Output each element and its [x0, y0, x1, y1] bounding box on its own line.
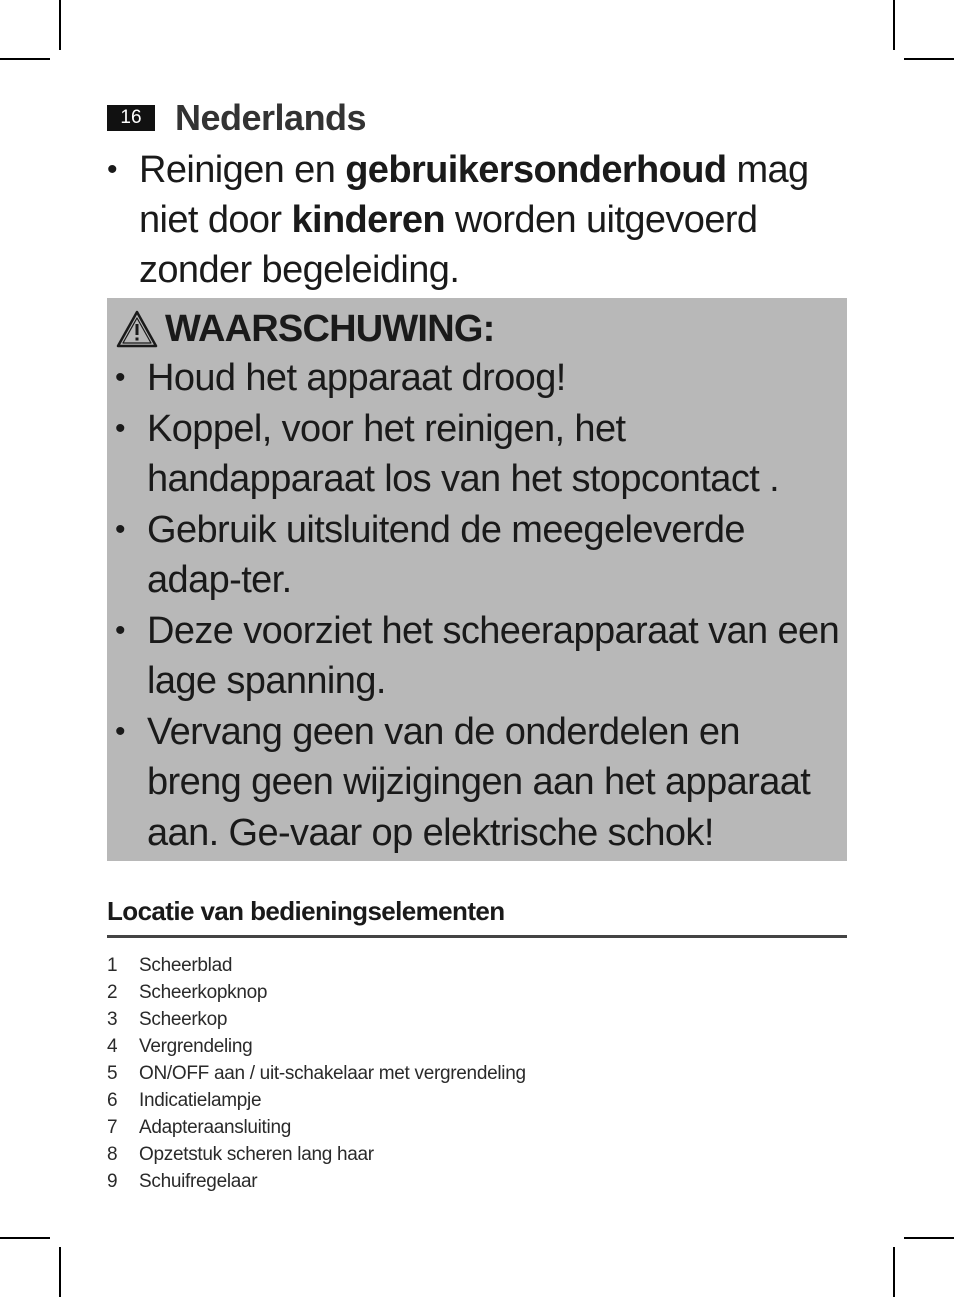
warning-item: • Gebruik uitsluitend de meegeleverde adap-ter. — [115, 505, 841, 606]
warning-title: WAARSCHUWING: — [165, 307, 495, 350]
bullet-icon: • — [115, 411, 126, 445]
section-title: Locatie van bedieningselementen — [107, 896, 847, 938]
item-label: Adapteraansluiting — [139, 1116, 291, 1138]
list-item — [107, 1033, 847, 1060]
warning-item: • Koppel, voor het reinigen, het handapparaat los van het stopcontact . — [115, 404, 841, 505]
item-number: 8 — [107, 1143, 118, 1165]
item-label: Vergrendeling — [139, 1035, 253, 1057]
bullet-icon: • — [107, 153, 118, 186]
item-label: Schuifregelaar — [139, 1170, 258, 1192]
intro-bullet-item — [107, 145, 847, 295]
bullet-icon: • — [115, 512, 126, 546]
page-number: 16 — [107, 105, 155, 131]
crop-mark — [904, 1237, 954, 1239]
warning-item: • Deze voorziet het scheerapparaat van een lage spanning. — [115, 606, 841, 707]
list-item — [107, 1168, 847, 1195]
crop-mark — [0, 1237, 50, 1239]
list-item — [107, 1087, 847, 1114]
bullet-icon: • — [115, 361, 126, 394]
crop-mark — [59, 0, 61, 50]
item-number: 9 — [107, 1170, 118, 1192]
crop-mark — [0, 58, 50, 60]
warning-triangle-icon — [115, 309, 159, 349]
intro-section — [107, 145, 847, 295]
list-item — [107, 1060, 847, 1087]
parts-list — [107, 952, 847, 1195]
language-title: Nederlands — [175, 97, 367, 138]
bold-term: gebruikersonderhoud — [345, 149, 727, 191]
warning-item: • Houd het apparaat droog! — [115, 353, 841, 404]
bold-term: kinderen — [291, 199, 446, 241]
item-label: Opzetstuk scheren lang haar — [139, 1143, 374, 1165]
warning-list — [115, 353, 841, 858]
crop-mark — [893, 0, 895, 50]
item-label: Scheerblad — [139, 954, 233, 976]
bullet-icon: • — [115, 613, 126, 647]
item-number: 6 — [107, 1089, 118, 1111]
item-label: Indicatielampje — [139, 1089, 262, 1111]
crop-mark — [893, 1247, 895, 1297]
crop-mark — [904, 58, 954, 60]
item-number: 1 — [107, 954, 118, 976]
item-number: 5 — [107, 1062, 118, 1084]
list-item — [107, 979, 847, 1006]
warning-item: • Vervang geen van de onderdelen en breng geen wijzigingen aan het apparaat aan. Ge-vaar op elektrische schok! — [115, 707, 841, 859]
item-label: Scheerkopknop — [139, 981, 268, 1003]
item-number: 3 — [107, 1008, 118, 1030]
crop-mark — [59, 1247, 61, 1297]
bullet-icon: • — [115, 714, 126, 748]
item-number: 7 — [107, 1116, 118, 1138]
intro-text: Reinigen en gebruikersonderhoud mag niet door kinderen worden uitgevoerd zonder begeleiding. — [139, 149, 809, 291]
list-item — [107, 1006, 847, 1033]
warning-header — [115, 306, 494, 352]
item-number: 2 — [107, 981, 118, 1003]
item-label: ON/OFF aan / uit-schakelaar met vergrendeling — [139, 1062, 526, 1084]
list-item — [107, 1114, 847, 1141]
item-number: 4 — [107, 1035, 118, 1057]
item-label: Scheerkop — [139, 1008, 228, 1030]
list-item — [107, 952, 847, 979]
warning-box — [107, 298, 847, 861]
page-header — [107, 96, 366, 140]
list-item — [107, 1141, 847, 1168]
